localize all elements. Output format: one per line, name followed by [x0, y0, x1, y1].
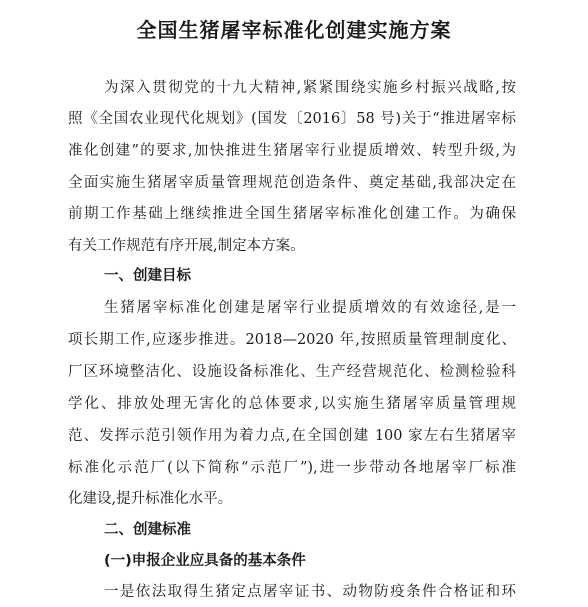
intro-line-1: 为深入贯彻党的十九大精神,紧紧围绕实施乡村振兴战略,按	[104, 80, 516, 96]
intro-line-4: 全面实施生猪屠宰质量管理规范创造条件、奠定基础,我部决定在	[68, 175, 516, 191]
section1-line-3: 厂区环境整洁化、设施设备标准化、生产经营规范化、检测检验科	[68, 364, 516, 380]
intro-line-3: 准化创建”的要求,加快推进生猪屠宰行业提质增效、转型升级,为	[68, 143, 516, 159]
subsection1-line-1: 一是依法取得生猪定点屠宰证书、动物防疫条件合格证和环	[104, 584, 516, 600]
intro-line-5: 前期工作基础上继续推进全国生猪屠宰标准化创建工作。为确保	[68, 206, 516, 222]
section1-line-1: 生猪屠宰标准化创建是屠宰行业提质增效的有效途径,是一	[104, 300, 516, 316]
section1-line-6: 标准化示范厂(以下简称“示范厂”),进一步带动各地屠宰厂标准	[68, 460, 516, 476]
section1-line-7: 化建设,提升标准化水平。	[68, 491, 233, 507]
section-heading-goals: 一、创建目标	[104, 268, 191, 284]
section1-line-2: 项长期工作,应逐步推进。2018—2020 年,按照质量管理制度化、	[68, 332, 516, 348]
document-title: 全国生猪屠宰标准化创建实施方案	[136, 18, 452, 42]
intro-line-2: 照《全国农业现代化规划》(国发〔2016〕58 号)关于“推进屠宰标	[68, 111, 516, 127]
section1-line-5: 范、发挥示范引领作用为着力点,在全国创建 100 家左右生猪屠宰	[68, 428, 516, 444]
section1-line-4: 学化、排放处理无害化的总体要求,以实施生猪屠宰质量管理规	[68, 396, 516, 412]
section-heading-standards: 二、创建标准	[104, 522, 191, 538]
subsection-heading-basic-conditions: (一)申报企业应具备的基本条件	[104, 553, 306, 569]
intro-line-6: 有关工作规范有序开展,制定本方案。	[68, 238, 305, 254]
